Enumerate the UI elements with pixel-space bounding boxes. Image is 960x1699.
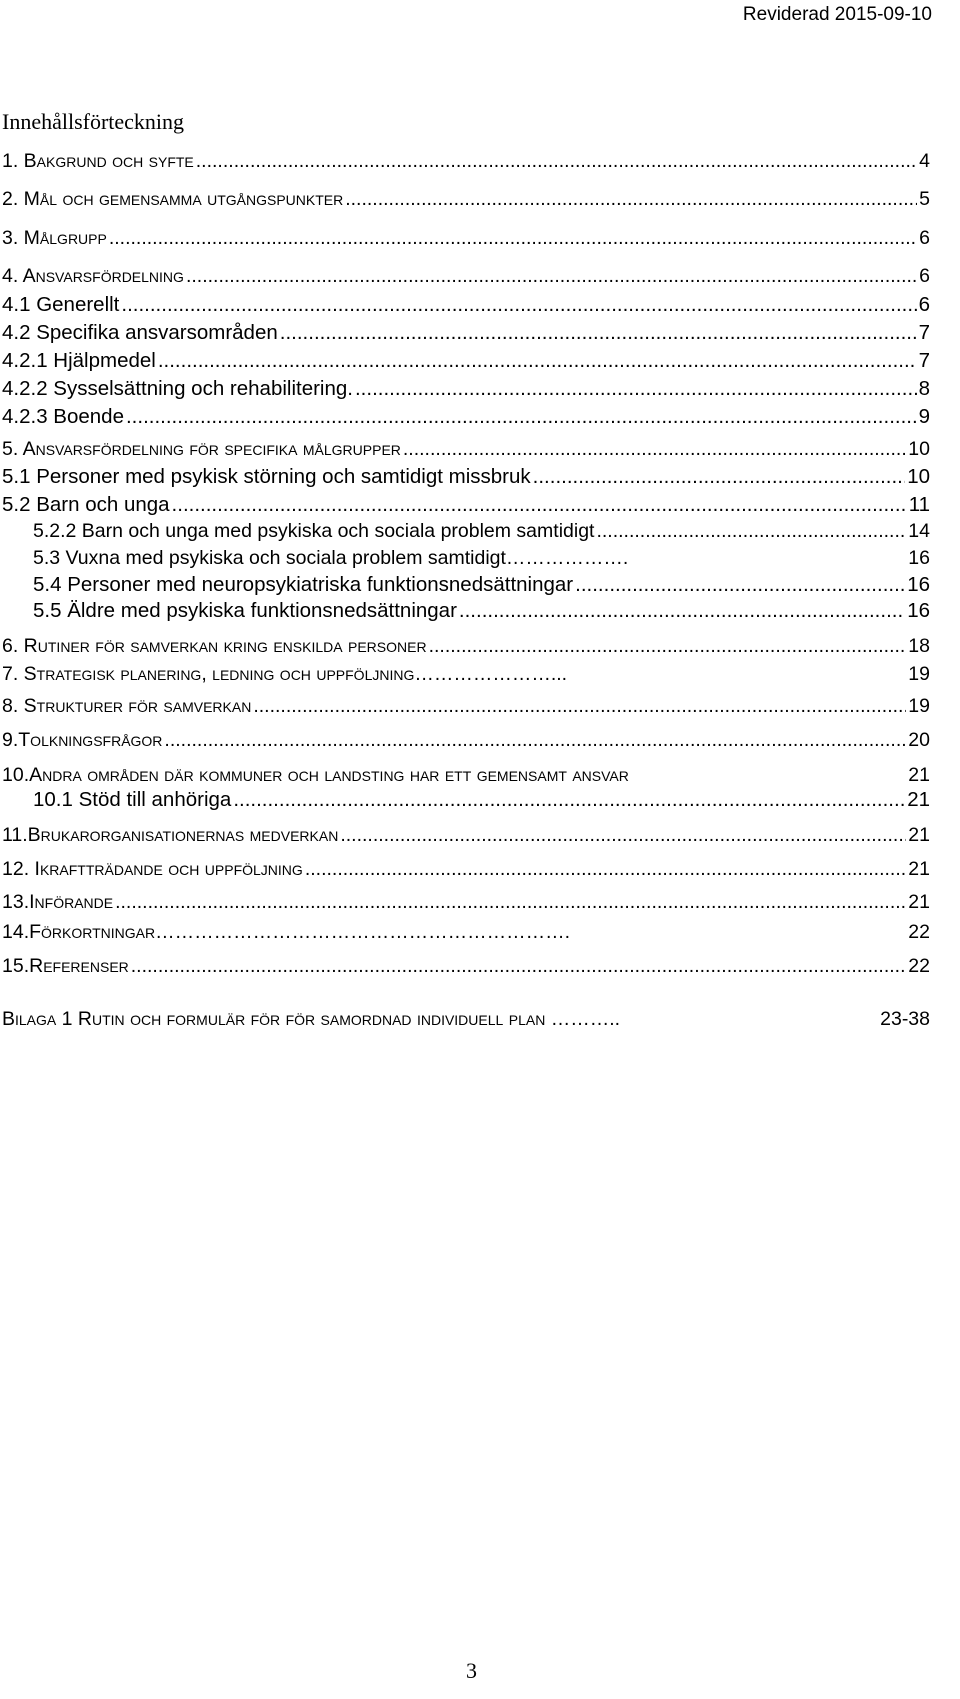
revision-header: Reviderad 2015-09-10 (742, 4, 932, 25)
toc-leader (403, 440, 906, 460)
toc-entry-page: 21 (908, 858, 930, 880)
toc-entry-page: 10 (907, 465, 930, 488)
toc-leader (121, 295, 916, 316)
toc-title: Innehållsförteckning (2, 109, 185, 134)
toc-leader (164, 731, 906, 751)
toc-leader (340, 826, 906, 846)
toc-entry[interactable] (2, 467, 930, 488)
toc-entry-page: 18 (908, 635, 930, 657)
toc-entry-page: 16 (908, 547, 930, 569)
toc-entry-page: 22 (908, 955, 930, 977)
toc-entry-label: 5.1 Personer med psykisk störning och samtidigt missbruk (2, 465, 531, 488)
toc-entry-page: 6 (919, 265, 930, 287)
toc-entry[interactable] (2, 893, 930, 913)
toc-entry-label: 11.Brukarorganisationernas medverkan (2, 824, 339, 846)
toc-entry[interactable] (2, 860, 930, 880)
toc-entry[interactable] (33, 601, 930, 622)
toc-entry-label: 10.Andra områden där kommuner och landsting har ett gemensamt ansvar (2, 764, 629, 786)
toc-leader (305, 860, 906, 880)
toc-leader (355, 379, 917, 400)
toc-entry-page: 19 (908, 663, 930, 685)
toc-entry-page: 6 (919, 227, 930, 249)
toc-entry-label: 7. Strategisk planering, ledning och uppföljning…………………... (2, 663, 568, 685)
toc-entry-label: 13.Införande (2, 891, 114, 913)
toc-entry-page: 7 (918, 349, 930, 372)
toc-entry-page: 22 (908, 921, 930, 943)
toc-entry[interactable] (2, 923, 930, 943)
toc-entry-label: 9.Tolkningsfrågor (2, 729, 163, 751)
toc-entry-label: 5.2.2 Barn och unga med psykiska och sociala problem samtidigt (33, 520, 595, 542)
toc-leader (459, 601, 905, 622)
toc-entry-appendix[interactable] (2, 1010, 930, 1030)
toc-entry[interactable] (2, 637, 930, 657)
toc-leader (196, 152, 917, 172)
toc-leader (596, 522, 906, 542)
toc-leader (280, 323, 917, 344)
toc-entry-page: 14 (908, 520, 930, 542)
toc-entry[interactable] (2, 697, 930, 717)
page-number: 3 (466, 1658, 477, 1683)
toc-entry-label: 5.4 Personer med neuropsykiatriska funktionsnedsättningar (33, 573, 574, 596)
toc-leader (131, 957, 907, 977)
toc-entry-page: 7 (918, 321, 930, 344)
toc-leader (126, 407, 917, 428)
toc-entry[interactable] (2, 267, 930, 287)
toc-entry[interactable] (2, 826, 930, 846)
toc-entry[interactable] (2, 379, 930, 400)
toc-entry-label: 5.2 Barn och unga (2, 493, 170, 516)
toc-entry[interactable] (2, 766, 930, 786)
toc-leader (253, 697, 906, 717)
toc-entry[interactable] (2, 407, 930, 428)
toc-entry-label: 5.3 Vuxna med psykiska och sociala problem samtidigt………………. (33, 547, 629, 569)
toc-entry-label: 3. Målgrupp (2, 227, 107, 249)
toc-entry-page: 11 (908, 493, 930, 516)
toc-entry[interactable] (2, 440, 930, 460)
toc-entry-page: 10 (908, 438, 930, 460)
toc-leader (109, 229, 917, 249)
toc-entry-page: 5 (919, 188, 930, 210)
toc-leader (158, 351, 917, 372)
toc-entry-label: Bilaga 1 Rutin och formulär för för samordnad individuell plan ……….. (2, 1008, 621, 1030)
toc-entry-page: 9 (918, 405, 930, 428)
toc-entry[interactable] (2, 731, 930, 751)
toc-entry-page: 16 (907, 573, 930, 596)
toc-entry-label: 4.2.1 Hjälpmedel (2, 349, 156, 372)
toc-entry-label: 1. Bakgrund och syfte (2, 150, 194, 172)
toc-entry-page: 21 (907, 788, 930, 811)
toc-entry-page: 20 (908, 729, 930, 751)
toc-entry-label: 5. Ansvarsfördelning för specifika målgrupper (2, 438, 401, 460)
toc-entry-page: 21 (908, 764, 930, 786)
toc-leader (575, 575, 905, 596)
toc-leader (172, 495, 907, 516)
toc-entry-label: 10.1 Stöd till anhöriga (33, 788, 232, 811)
toc-entry-page: 21 (908, 891, 930, 913)
toc-entry-label: 4.1 Generellt (2, 293, 120, 316)
toc-leader (429, 637, 907, 657)
toc-leader (345, 190, 917, 210)
toc-entry-label: 14.Förkortningar………………………………………………………. (2, 921, 571, 943)
toc-entry-page: 23-38 (880, 1008, 930, 1030)
toc-entry-label: 4.2 Specifika ansvarsområden (2, 321, 278, 344)
toc-entry[interactable] (2, 229, 930, 249)
toc-entry-label: 4. Ansvarsfördelning (2, 265, 184, 287)
toc-leader (233, 790, 905, 811)
toc-entry-page: 21 (908, 824, 930, 846)
toc-entry[interactable] (33, 790, 930, 811)
toc-entry[interactable] (2, 190, 930, 210)
toc-leader (186, 267, 917, 287)
toc-entry[interactable] (33, 549, 930, 569)
toc-entry-label: 15.Referenser (2, 955, 129, 977)
toc-entry[interactable] (33, 522, 930, 542)
toc-entry-label: 8. Strukturer för samverkan (2, 695, 252, 717)
toc-entry-label: 4.2.2 Sysselsättning och rehabilitering. (2, 377, 353, 400)
toc-entry[interactable] (2, 957, 930, 977)
toc-entry-page: 4 (919, 150, 930, 172)
toc-entry-label: 5.5 Äldre med psykiska funktionsnedsättningar (33, 599, 457, 622)
toc-leader (533, 467, 906, 488)
toc-entry-page: 6 (918, 293, 930, 316)
toc-entry[interactable] (2, 351, 930, 372)
toc-entry-label: 2. Mål och gemensamma utgångspunkter (2, 188, 344, 210)
toc-entry[interactable] (2, 152, 930, 172)
toc-entry-page: 8 (918, 377, 930, 400)
toc-entry[interactable] (2, 323, 930, 344)
toc-entry-label: 4.2.3 Boende (2, 405, 124, 428)
toc-entry-page: 16 (907, 599, 930, 622)
toc-entry[interactable] (2, 295, 930, 316)
toc-entry[interactable] (2, 495, 930, 516)
toc-entry[interactable] (2, 665, 930, 685)
toc-leader (115, 893, 906, 913)
toc-entry[interactable] (33, 575, 930, 596)
toc-entry-label: 12. Ikraftträdande och uppföljning (2, 858, 303, 880)
toc-entry-page: 19 (908, 695, 930, 717)
toc-entry-label: 6. Rutiner för samverkan kring enskilda personer (2, 635, 427, 657)
